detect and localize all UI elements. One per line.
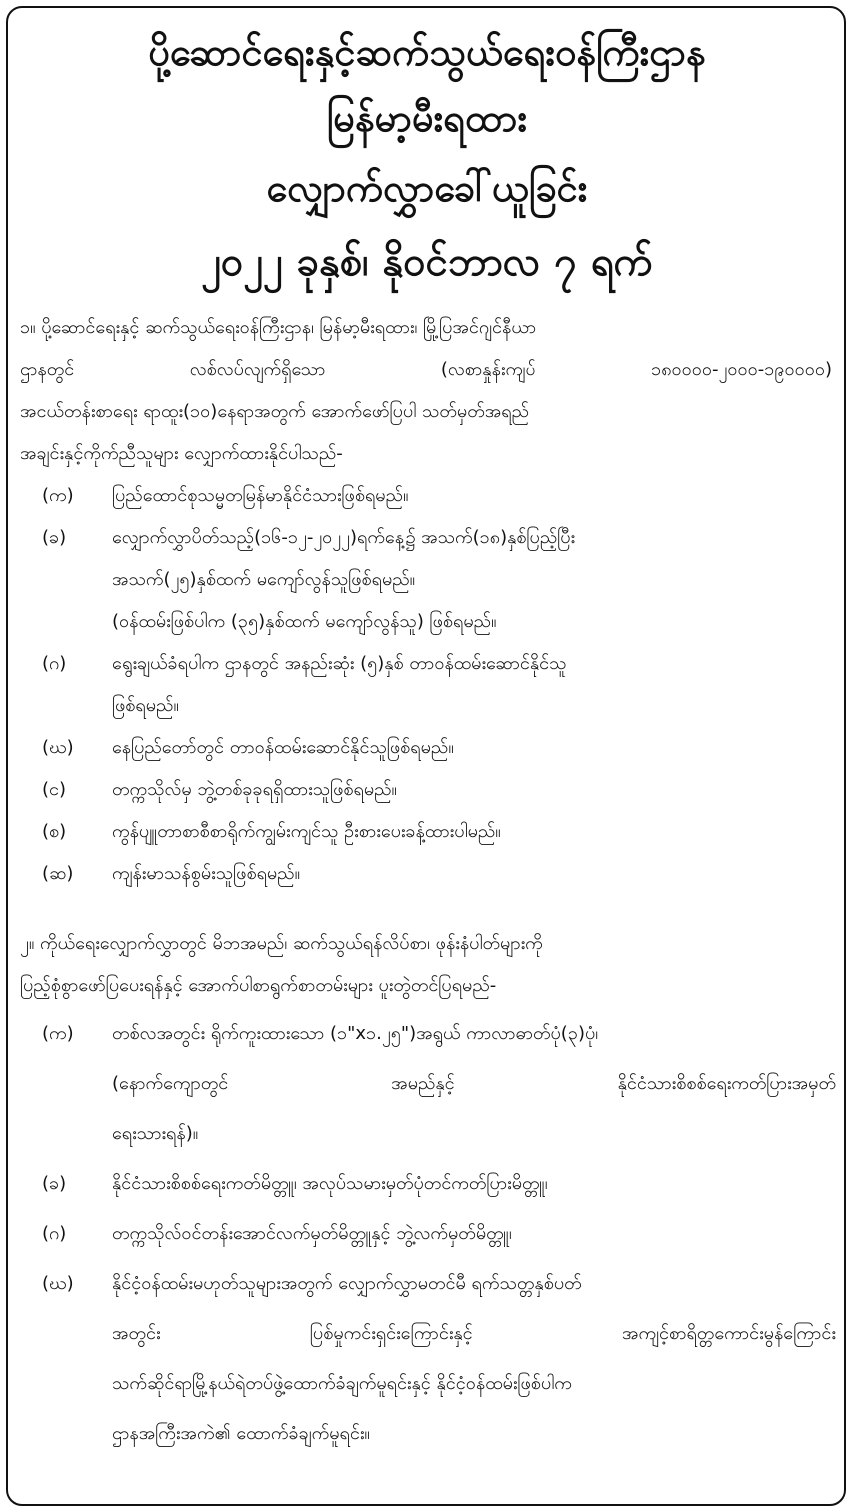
requirement-text: နေပြည်တော်တွင် တာဝန်ထမ်းဆောင်နိုင်သူဖြစ်ရမည်။ bbox=[112, 737, 454, 758]
item-label: (ခ) bbox=[42, 1173, 67, 1194]
requirement-text: ဖြစ်ရမည်။ bbox=[112, 695, 179, 716]
document-text: နိုင်ငံသားစိစစ်ရေးကတ်မိတ္တူ၊ အလုပ်သမားမှတ်ပုံတင်ကတ်ပြားမိတ္တူ၊ bbox=[112, 1173, 548, 1194]
requirement-text: ပြည်ထောင်စုသမ္မတမြန်မာနိုင်ငံသားဖြစ်ရမည်။ bbox=[112, 485, 409, 506]
document-text: (နောက်ကျောတွင် အမည်နှင့် နိုင်ငံသားစိစစ်ရေးကတ်ပြားအမှတ် bbox=[112, 1073, 836, 1094]
document-text: နိုင်ငံ့ဝန်ထမ်းမဟုတ်သူများအတွက် လျှောက်လွှာမတင်မီ ရက်သတ္တနှစ်ပတ် bbox=[112, 1273, 582, 1294]
requirement-text: ကွန်ပျူတာစာစီစာရိုက်ကျွမ်းကျင်သူ ဦးစားပေးခန့်ထားပါမည်။ bbox=[112, 821, 501, 842]
item-label: (စ) bbox=[42, 821, 67, 842]
item-label: (ဂ) bbox=[42, 653, 67, 674]
document-text: တစ်လအတွင်း ရိုက်ကူးထားသော (၁"x၁.၂၅")အရွယ် ကာလာဓာတ်ပုံ(၃)ပုံ၊ bbox=[112, 1023, 599, 1044]
item-label: (ဆ) bbox=[42, 863, 74, 884]
notice-date: ၂၀၂၂ ခုနှစ်၊ နိုဝင်ဘာလ ၇ ရက် bbox=[201, 239, 653, 285]
item-label: (ဂ) bbox=[42, 1223, 67, 1244]
item-label: (ခ) bbox=[42, 527, 67, 548]
section2-intro-line: ပြည့်စုံစွာဖော်ပြပေးရန်နှင့် အောက်ပါစာရွက်စာတမ်းများ ပူးတွဲတင်ပြရမည်- bbox=[20, 975, 497, 996]
section2-intro-line: ၂။ ကိုယ်ရေးလျှောက်လွှာတွင် မိဘအမည်၊ ဆက်သွယ်ရန်လိပ်စာ၊ ဖုန်းနံပါတ်များကို bbox=[20, 933, 543, 954]
document-text: အတွင်း ပြစ်မှုကင်းရှင်းကြောင်းနှင့် အကျင့်စာရိတ္တကောင်းမွန်ကြောင်း bbox=[112, 1323, 836, 1344]
document-text: တက္ကသိုလ်ဝင်တန်းအောင်လက်မှတ်မိတ္တူနှင့် ဘွဲ့လက်မှတ်မိတ္တူ၊ bbox=[112, 1223, 512, 1244]
requirement-text: (ဝန်ထမ်းဖြစ်ပါက (၃၅)နှစ်ထက် မကျော်လွန်သူ) ဖြစ်ရမည်။ bbox=[112, 611, 497, 632]
section1-intro-line: ၁။ ပို့ဆောင်ရေးနှင့် ဆက်သွယ်ရေးဝန်ကြီးဌာန၊ မြန်မာ့မီးရထား၊ မြို့ပြအင်ဂျင်နီယာ bbox=[20, 317, 537, 338]
item-label: (က) bbox=[42, 1023, 74, 1044]
requirement-text: လျှောက်လွှာပိတ်သည့်(၁၆-၁၂-၂၀၂၂)ရက်နေ့၌ အသက်(၁၈)နှစ်ပြည့်ပြီး bbox=[112, 527, 576, 548]
requirement-text: တက္ကသိုလ်မှ ဘွဲ့တစ်ခုခုရရှိထားသူဖြစ်ရမည်။ bbox=[112, 779, 398, 800]
document-text: ဌာနအကြီးအကဲ၏ ထောက်ခံချက်မူရင်း။ bbox=[112, 1423, 370, 1444]
item-label: (ဃ) bbox=[42, 1273, 74, 1294]
section1-intro-line: ဌာနတွင် လစ်လပ်လျက်ရှိသော (လစာနှုန်းကျပ် ၁၈၀၀၀၀-၂၀၀၀-၁၉၀၀၀၀) bbox=[20, 359, 832, 380]
section1-intro-line: အငယ်တန်းစာရေး ရာထူး(၁၀)နေရာအတွက် အောက်ဖော်ပြပါ သတ်မှတ်အရည် bbox=[20, 401, 529, 422]
document-text: ရေးသားရန်)။ bbox=[112, 1123, 199, 1144]
item-label: (ဃ) bbox=[42, 737, 74, 758]
ministry-title: ပို့ဆောင်ရေးနှင့်ဆက်သွယ်ရေးဝန်ကြီးဌာန bbox=[148, 30, 706, 74]
document-text: သက်ဆိုင်ရာမြို့နယ်ရဲတပ်ဖွဲ့ထောက်ခံချက်မူရင်းနှင့် နိုင်ငံ့ဝန်ထမ်းဖြစ်ပါက bbox=[112, 1373, 572, 1394]
item-label: (င) bbox=[42, 779, 67, 800]
requirement-text: ကျန်းမာသန်စွမ်းသူဖြစ်ရမည်။ bbox=[112, 863, 301, 884]
department-title: မြန်မာ့မီးရထား bbox=[326, 96, 528, 140]
notice-title: လျှောက်လွှာခေါ်ယူခြင်း bbox=[266, 166, 588, 210]
requirement-text: ရွေးချယ်ခံရပါက ဌာနတွင် အနည်းဆုံး (၅)နှစ် တာဝန်ထမ်းဆောင်နိုင်သူ bbox=[112, 653, 567, 674]
item-label: (က) bbox=[42, 485, 74, 506]
section1-intro-line: အချင်းနှင့်ကိုက်ညီသူများ လျှောက်ထားနိုင်ပါသည်- bbox=[20, 443, 343, 464]
requirement-text: အသက်(၂၅)နှစ်ထက် မကျော်လွန်သူဖြစ်ရမည်။ bbox=[112, 569, 416, 590]
